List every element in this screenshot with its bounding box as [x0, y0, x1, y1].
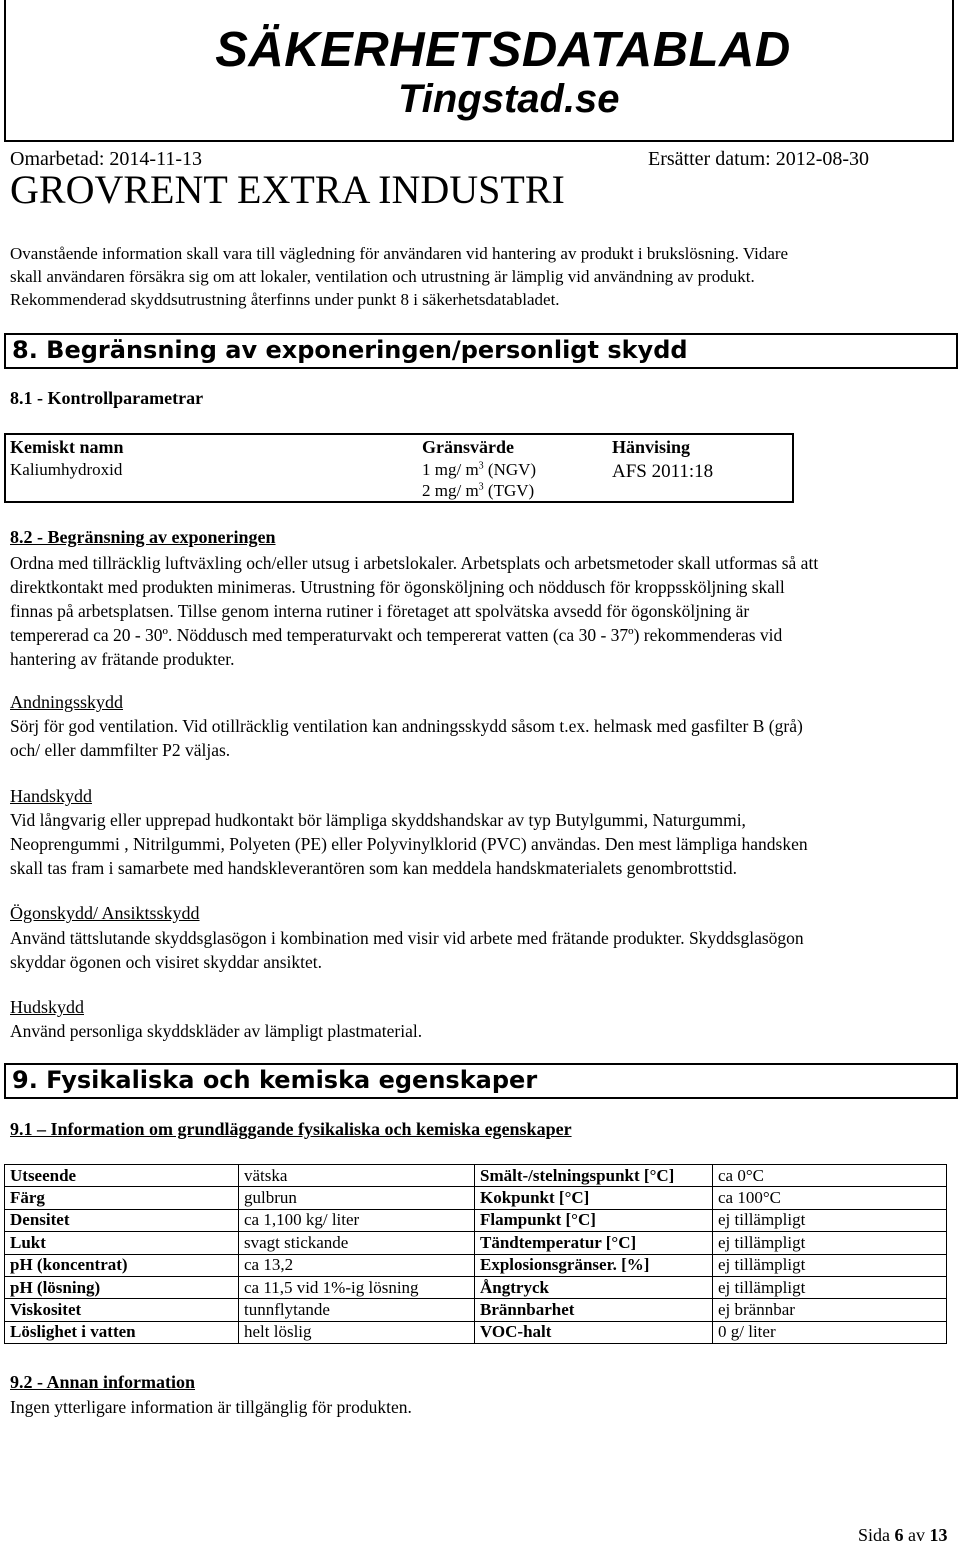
intro-line: Rekommenderad skyddsutrustning återfinns under punkt 8 i säkerhetsdatabladet.	[10, 290, 560, 309]
text-line: och/ eller dammfilter P2 väljas.	[10, 740, 231, 760]
subsection-9-1-title: 9.1 – Information om grundläggande fysikaliska och kemiska egenskaper	[10, 1119, 572, 1139]
eye-protection-text	[10, 926, 950, 974]
property-name: Tändtemperatur [°C]	[475, 1232, 713, 1254]
brand-text: Tingstad.se	[398, 77, 620, 121]
text-line: Sörj för god ventilation. Vid otillräcklig ventilation kan andningsskydd såsom t.ex. helmask med gasfilter B (grå)	[10, 716, 803, 736]
table-row	[5, 1187, 947, 1209]
subsection-9-2-title: 9.2 - Annan information	[10, 1372, 196, 1392]
property-name: Flampunkt [°C]	[475, 1209, 713, 1231]
section-8-header	[4, 333, 958, 369]
table-row	[5, 1276, 947, 1298]
eye-protection-title: Ögonskydd/ Ansiktsskydd	[10, 903, 200, 923]
table-row	[5, 1232, 947, 1254]
text-line: hantering av frätande produkter.	[10, 649, 235, 669]
property-name: Explosionsgränser. [%]	[475, 1254, 713, 1276]
section-8-title: 8. Begränsning av exponeringen/personligt skydd	[12, 336, 688, 364]
skin-protection-title: Hudskydd	[10, 997, 85, 1017]
property-value: ej tillämpligt	[713, 1254, 947, 1276]
property-name: Brännbarhet	[475, 1299, 713, 1321]
limits-reference: AFS 2011:18	[612, 461, 714, 482]
intro-line: Ovanstående information skall vara till vägledning för användaren vid hantering av produkt i brukslösning. Vidare	[10, 244, 789, 263]
product-name: GROVRENT EXTRA INDUSTRI	[10, 167, 565, 212]
property-name: Kokpunkt [°C]	[475, 1187, 713, 1209]
section-9-title: 9. Fysikaliska och kemiska egenskaper	[12, 1066, 538, 1094]
skin-protection-text: Använd personliga skyddskläder av lämpligt plastmaterial.	[10, 1021, 423, 1041]
property-value: ca 1,100 kg/ liter	[239, 1209, 475, 1231]
property-value: ej tillämpligt	[713, 1209, 947, 1231]
property-name: Smält-/stelningspunkt [°C]	[475, 1165, 713, 1187]
limits-value-ngv: 1 mg/ $m^3$ (NGV)	[422, 460, 537, 479]
table-row	[5, 1299, 947, 1321]
property-name: Viskositet	[5, 1299, 239, 1321]
text-line: finnas på arbetsplatsen. Tillse genom interna rutiner i företaget att spolvätska avsedd för ögonsköljning är	[10, 601, 750, 621]
property-name: Utseende	[5, 1165, 239, 1187]
property-name: Densitet	[5, 1209, 239, 1231]
breathing-protection-text	[10, 714, 950, 762]
table-row	[5, 1209, 947, 1231]
text-line: Neoprengummi , Nitrilgummi, Polyeten (PE) eller Polyvinylklorid (PVC) användas. Den mest lämpliga handsken	[10, 834, 808, 854]
section-9-header	[4, 1063, 958, 1099]
limits-header-name: Kemiskt namn	[10, 437, 124, 457]
property-name: Färg	[5, 1187, 239, 1209]
property-value: 0 g/ liter	[713, 1321, 947, 1343]
replaces-date: Ersätter datum: 2012-08-30	[648, 148, 870, 170]
property-value: tunnflytande	[239, 1299, 475, 1321]
property-name: Lukt	[5, 1232, 239, 1254]
brand-logo	[398, 76, 648, 122]
revised-date: Omarbetad: 2014-11-13	[10, 148, 202, 170]
page-number: Sida 6 av 13	[858, 1525, 948, 1545]
property-name: Ångtryck	[475, 1276, 713, 1298]
text-line: skyddar ögonen och visiret skyddar ansiktet.	[10, 952, 323, 972]
text-line: skall tas fram i samarbete med handskleverantören som kan meddela handskmaterialets genombrottstid.	[10, 858, 738, 878]
property-value: vätska	[239, 1165, 475, 1187]
text-line: Vid långvarig eller upprepad hudkontakt bör lämpliga skyddshandskar av typ Butylgummi, Naturgummi,	[10, 810, 746, 830]
breathing-protection-title: Andningsskydd	[10, 692, 124, 712]
hand-protection-title: Handskydd	[10, 786, 92, 806]
property-value: ca 13,2	[239, 1254, 475, 1276]
text-line: direktkontakt med produkten minimeras. Utrustning för ögonsköljning och nöddusch för kroppssköljning skall	[10, 577, 785, 597]
properties-table	[4, 1164, 947, 1344]
table-row	[5, 1321, 947, 1343]
limits-header-limit: Gränsvärde	[422, 437, 514, 457]
property-value: ca 0°C	[713, 1165, 947, 1187]
limits-header-reference: Hänvising	[612, 437, 691, 457]
document-title: SÄKERHETSDATABLAD	[215, 23, 791, 77]
property-value: helt löslig	[239, 1321, 475, 1343]
other-information-text: Ingen ytterligare information är tillgänglig för produkten.	[10, 1397, 412, 1417]
property-value: ca 100°C	[713, 1187, 947, 1209]
subsection-8-2-title: 8.2 - Begränsning av exponeringen	[10, 527, 276, 547]
text-line: tempererad ca 20 - 30º. Nöddusch med temperaturvakt och tempererat vatten (ca 30 - 37º) rekommenderas vid	[10, 625, 783, 645]
table-row	[5, 1254, 947, 1276]
text-line: Ordna med tillräcklig luftväxling och/eller utsug i arbetslokaler. Arbetsplats och arbetsmetoder skall utformas så att	[10, 553, 819, 573]
property-name: pH (lösning)	[5, 1276, 239, 1298]
property-value: ej tillämpligt	[713, 1232, 947, 1254]
limits-value-tgv: 2 mg/ $m^3$ (TGV)	[422, 481, 535, 500]
property-value: gulbrun	[239, 1187, 475, 1209]
property-name: Löslighet i vatten	[5, 1321, 239, 1343]
property-name: VOC-halt	[475, 1321, 713, 1343]
subsection-8-1-title: 8.1 - Kontrollparametrar	[10, 388, 204, 408]
text-line: Använd tättslutande skyddsglasögon i kombination med visir vid arbete med frätande produkter. Skyddsglasögon	[10, 928, 804, 948]
property-value: svagt stickande	[239, 1232, 475, 1254]
property-value: ej tillämpligt	[713, 1276, 947, 1298]
property-value: ca 11,5 vid 1%-ig lösning	[239, 1276, 475, 1298]
exposure-paragraph	[10, 551, 950, 671]
property-value: ej brännbar	[713, 1299, 947, 1321]
table-row	[5, 1165, 947, 1187]
limits-chemical-name: Kaliumhydroxid	[10, 460, 123, 479]
intro-paragraph	[10, 242, 950, 311]
property-name: pH (koncentrat)	[5, 1254, 239, 1276]
intro-line: skall användaren försäkra sig om att lokaler, ventilation och utrustning är lämplig vid användning av produkt.	[10, 267, 755, 286]
hand-protection-text	[10, 808, 950, 880]
